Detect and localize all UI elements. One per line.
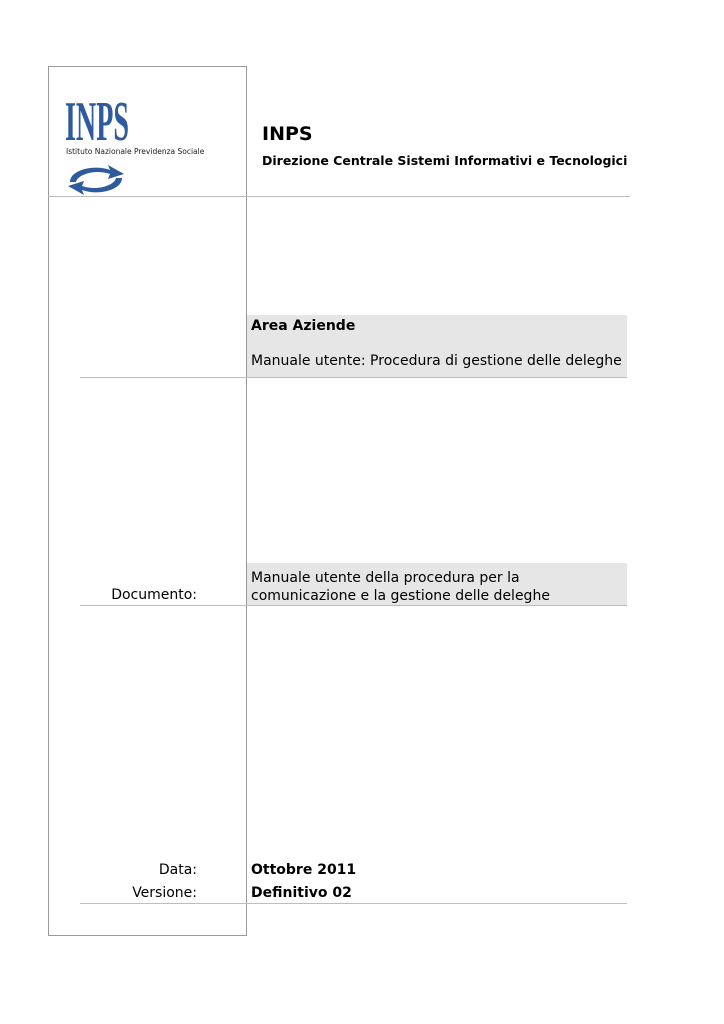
document-value: Manuale utente della procedura per la comunicazione e la gestione delle deleghe — [251, 570, 550, 604]
svg-text:INPS: INPS — [65, 92, 129, 146]
version-label: Versione: — [132, 885, 197, 901]
area-divider — [80, 377, 627, 378]
area-title: Area Aziende — [251, 318, 356, 334]
manual-title: Manuale utente: Procedura di gestione delle deleghe — [251, 353, 622, 369]
version-value: Definitivo 02 — [251, 885, 352, 901]
document-label: Documento: — [111, 587, 197, 603]
inps-wordmark-icon — [64, 92, 134, 146]
org-title: INPS — [262, 123, 313, 145]
swirl-logo-icon — [64, 162, 128, 198]
header-divider — [48, 196, 630, 197]
date-value: Ottobre 2011 — [251, 862, 357, 878]
logo-subtitle: Istituto Nazionale Previdenza Sociale — [66, 147, 205, 156]
document-divider — [80, 605, 627, 606]
inps-logo — [64, 92, 214, 202]
meta-divider — [80, 903, 627, 904]
org-subtitle: Direzione Centrale Sistemi Informativi e Tecnologici — [262, 153, 628, 168]
date-label: Data: — [158, 862, 197, 878]
